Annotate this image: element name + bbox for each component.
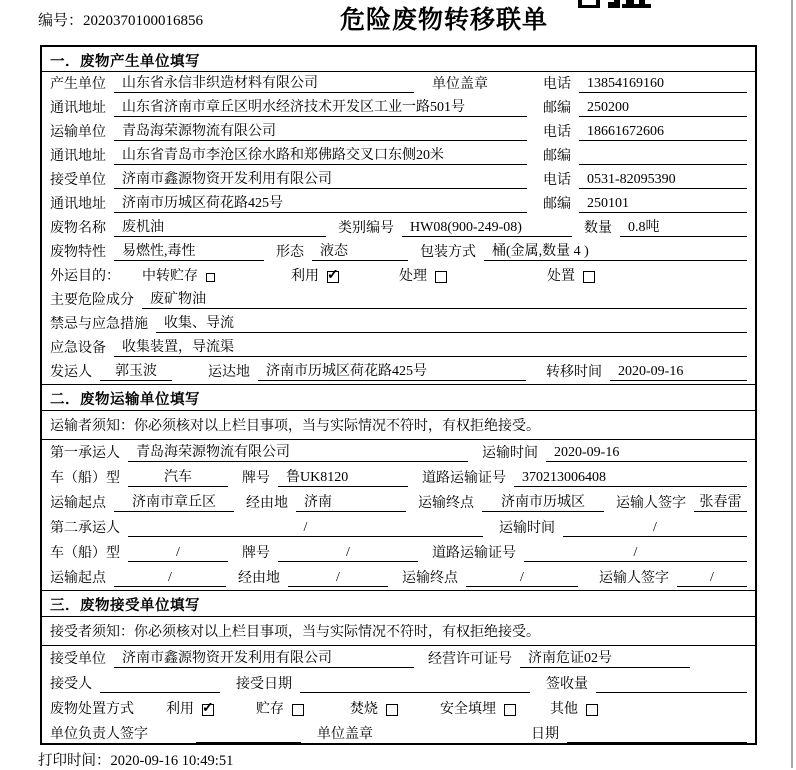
address-label-3: 通讯地址: [50, 197, 106, 212]
transfer-time-value: 2020-09-16: [610, 363, 747, 381]
transporter-value: 青岛海荣源物流有限公司: [114, 123, 527, 141]
license-label: 经营许可证号: [428, 652, 512, 667]
road1-label: 道路运输证号: [422, 471, 506, 486]
producer-phone-value: 13854169160: [579, 75, 747, 93]
row-accept-unit: [42, 646, 755, 671]
row-equip: [42, 336, 755, 360]
origin1-value: 济南市章丘区: [114, 494, 234, 512]
disposal-burn-label: 焚烧: [350, 702, 378, 717]
row-transporter-address: [42, 144, 755, 168]
origin2-label: 运输起点: [50, 571, 106, 586]
packing-label: 包装方式: [420, 245, 476, 260]
purpose-use-label: 利用: [291, 269, 319, 284]
end2-label: 运输终点: [402, 571, 458, 586]
date2-value: [567, 725, 747, 743]
purpose-label: 外运目的：: [50, 269, 120, 284]
form-value: 液态: [312, 243, 408, 261]
section3-header: 三．废物接受单位填写: [42, 590, 755, 617]
shipper-label: 发运人: [50, 365, 92, 380]
accept-date-label: 接受日期: [236, 677, 292, 692]
license-value: 济南危证02号: [520, 650, 690, 668]
address-label-2: 通讯地址: [50, 149, 106, 164]
vehicle1-value: 汽车: [128, 469, 228, 487]
shipper-value: 郭玉波: [100, 363, 172, 381]
time2-label: 运输时间: [499, 521, 555, 536]
hazard-label: 主要危险成分: [50, 293, 134, 308]
row-transporter: [42, 120, 755, 144]
plate1-value: 鲁UK8120: [278, 469, 408, 487]
row-waste-name: [42, 216, 755, 240]
category-value: HW08(900-249-08): [402, 219, 572, 237]
qty-label: 数量: [584, 221, 612, 236]
vehicle2-label: 车（船）型: [50, 546, 120, 561]
phone-label-3: 电话: [543, 173, 571, 188]
form-label: 形态: [276, 245, 304, 260]
date2-label: 日期: [531, 727, 559, 742]
plate2-label: 牌号: [242, 546, 270, 561]
packing-value: 桶(金属,数量 4 ): [484, 243, 747, 261]
row-disposal: [42, 696, 755, 721]
accept-unit-value: 济南市鑫源物资开发利用有限公司: [114, 650, 414, 668]
qty-value: 0.8吨: [620, 219, 747, 237]
zip-label-1: 邮编: [543, 101, 571, 116]
carrier2-value: /: [128, 519, 483, 537]
trait-label: 废物特性: [50, 245, 106, 260]
amount-value: [596, 675, 747, 693]
transfer-manifest-form: [40, 45, 757, 745]
row-producer: [42, 72, 755, 96]
disposal-landfill-checkbox: [504, 704, 516, 716]
equip-value: 收集装置，导流渠: [114, 339, 747, 357]
via1-value: 济南: [296, 494, 406, 512]
print-time-value: 2020-09-16 10:49:51: [110, 753, 234, 769]
receiver-label: 接受单位: [50, 173, 106, 188]
row-shipper: [42, 360, 755, 384]
print-time-label: 打印时间：: [38, 753, 111, 769]
unit-seal-label: 单位盖章: [317, 727, 373, 742]
taboo-value: 收集、导流: [156, 315, 747, 333]
row-hazard: [42, 288, 755, 312]
purpose-use-checkbox: [327, 271, 339, 283]
row-purpose: [42, 264, 755, 288]
address-label-1: 通讯地址: [50, 101, 106, 116]
end1-label: 运输终点: [418, 496, 474, 511]
receiver-phone-value: 0531-82095390: [579, 171, 747, 189]
seal-label: 单位盖章: [432, 77, 488, 92]
disposal-other-checkbox: [586, 704, 598, 716]
dest-label: 运达地: [208, 365, 250, 380]
origin1-label: 运输起点: [50, 496, 106, 511]
accept-person-label: 接受人: [50, 677, 92, 692]
disposal-use-checkbox: [202, 704, 214, 716]
amount-label: 签收量: [546, 677, 588, 692]
trait-value: 易燃性,毒性: [114, 243, 264, 261]
vehicle1-label: 车（船）型: [50, 471, 120, 486]
plate2-value: /: [278, 544, 418, 562]
transporter-zip-value: [579, 147, 747, 165]
transporter-label: 运输单位: [50, 125, 106, 140]
accept-date-value: [300, 675, 530, 693]
transfer-time-label: 转移时间: [546, 365, 602, 380]
via2-label: 经由地: [238, 571, 280, 586]
via1-label: 经由地: [246, 496, 288, 511]
waste-name-label: 废物名称: [50, 221, 106, 236]
chief-sign-value: [196, 725, 301, 743]
disposal-label: 废物处置方式: [50, 702, 134, 717]
purpose-dispose-checkbox: [583, 271, 595, 283]
producer-label: 产生单位: [50, 77, 106, 92]
disposal-burn-checkbox: [386, 704, 398, 716]
page-title: 危险废物转移联单: [339, 7, 548, 34]
vehicle2-value: /: [128, 544, 228, 562]
taboo-label: 禁忌与应急措施: [50, 317, 148, 332]
accept-unit-label: 接受单位: [50, 652, 106, 667]
road2-value: /: [524, 544, 747, 562]
carrier1-label: 第一承运人: [50, 446, 120, 461]
row-vehicle2: [42, 540, 755, 565]
row-carrier2: [42, 515, 755, 540]
row-route2: [42, 565, 755, 590]
row-vehicle1: [42, 465, 755, 490]
accept-person-value: [100, 675, 220, 693]
carrier1-value: 青岛海荣源物流有限公司: [128, 444, 468, 462]
disposal-use-label: 利用: [166, 702, 194, 717]
row-accept-person: [42, 671, 755, 696]
page-edge-line: [791, 0, 793, 768]
zip-label-2: 邮编: [543, 149, 571, 164]
via2-value: /: [288, 569, 388, 587]
zip-label-3: 邮编: [543, 197, 571, 212]
waste-name-value: 废机油: [114, 219, 326, 237]
sign1-label: 运输人签字: [616, 496, 686, 511]
receiver-address-value: 济南市历城区荷花路425号: [114, 195, 527, 213]
end1-value: 济南市历城区: [482, 494, 604, 512]
purpose-transfer-label: 中转贮存: [142, 269, 198, 284]
disposal-store-label: 贮存: [256, 702, 284, 717]
disposal-landfill-label: 安全填埋: [440, 702, 496, 717]
section2-header: 二．废物运输单位填写: [42, 384, 755, 411]
dest-value: 济南市历城区荷花路425号: [258, 363, 526, 381]
disposal-other-label: 其他: [550, 702, 578, 717]
purpose-treat-checkbox: [435, 271, 447, 283]
time1-value: 2020-09-16: [546, 444, 747, 462]
receiver-value: 济南市鑫源物资开发利用有限公司: [114, 171, 527, 189]
purpose-dispose-label: 处置: [547, 269, 575, 284]
plate1-label: 牌号: [242, 471, 270, 486]
carrier2-label: 第二承运人: [50, 521, 120, 536]
row-waste-trait: [42, 240, 755, 264]
producer-address-value: 山东省济南市章丘区明水经济技术开发区工业一路501号: [114, 99, 527, 117]
producer-value: 山东省永信非织造材料有限公司: [114, 75, 414, 93]
category-label: 类别编号: [338, 221, 394, 236]
time2-value: /: [563, 519, 747, 537]
section2-notice: 运输者须知：你必须核对以上栏目事项，当与实际情况不符时，有权拒绝接受。: [42, 411, 755, 440]
row-producer-address: [42, 96, 755, 120]
purpose-transfer-checkbox: [206, 273, 215, 282]
row-route1: [42, 490, 755, 515]
section1-header: 一．废物产生单位填写: [42, 47, 755, 72]
row-receiver: [42, 168, 755, 192]
chief-sign-label: 单位负责人签字: [50, 727, 148, 742]
time1-label: 运输时间: [482, 446, 538, 461]
purpose-treat-label: 处理: [399, 269, 427, 284]
sign2-value: /: [677, 569, 747, 587]
hazard-value: 废矿物油: [142, 291, 747, 309]
road2-label: 道路运输证号: [432, 546, 516, 561]
phone-label-2: 电话: [543, 125, 571, 140]
road1-value: 370213006408: [514, 469, 747, 487]
sign1-value: 张春雷: [694, 494, 747, 512]
disposal-store-checkbox: [292, 704, 304, 716]
section3-notice: 接受者须知：你必须核对以上栏目事项，当与实际情况不符时，有权拒绝接受。: [42, 617, 755, 646]
row-receiver-address: [42, 192, 755, 216]
qr-code-fragment: [578, 0, 652, 8]
row-taboo: [42, 312, 755, 336]
doc-number-label: 编号：: [38, 13, 84, 29]
row-carrier1: [42, 440, 755, 465]
origin2-value: /: [114, 569, 226, 587]
doc-number-value: 2020370100016856: [83, 13, 204, 29]
equip-label: 应急设备: [50, 341, 106, 356]
transporter-phone-value: 18661672606: [579, 123, 747, 141]
end2-value: /: [466, 569, 578, 587]
transporter-address-value: 山东省青岛市李沧区徐水路和郑佛路交叉口东侧20米: [114, 147, 527, 165]
producer-zip-value: 250200: [579, 99, 747, 117]
phone-label-1: 电话: [543, 77, 571, 92]
sign2-label: 运输人签字: [599, 571, 669, 586]
print-time: [38, 749, 233, 770]
row-chief-sign: [42, 721, 755, 745]
receiver-zip-value: 250101: [579, 195, 747, 213]
